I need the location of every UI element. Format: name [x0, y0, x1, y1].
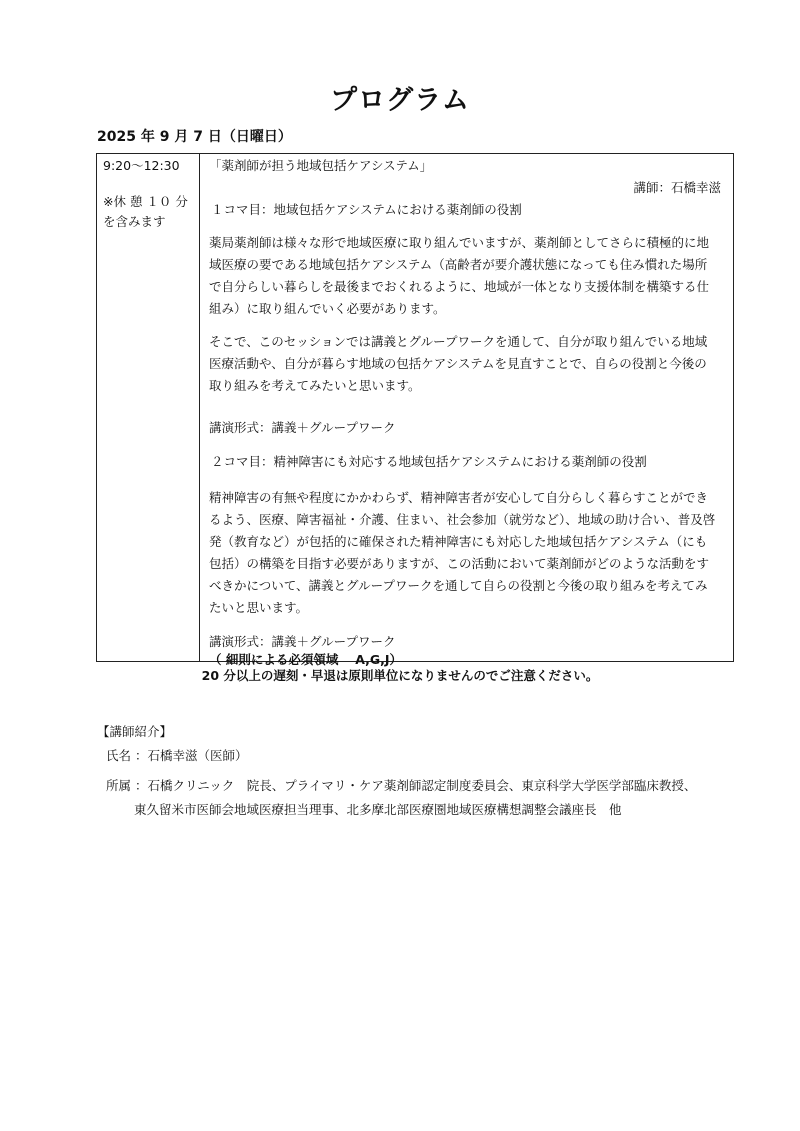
paragraph-line: 発（教育など）が包括的に確保された精神障害にも対応した地域包括ケアシステム（にも	[209, 534, 708, 549]
lecturer-name-line: 氏名 ：石橋幸滋（医師）	[106, 748, 248, 763]
paragraph-line: 組み）に取り組んでいく必要があります。	[209, 301, 446, 316]
lecturer-affiliation-line-cont: 東久留米市医師会地域医療担当理事、北多摩北部医療圏地域医療構想調整会議座長 他	[134, 802, 622, 817]
program-table	[96, 153, 734, 667]
paragraph-line: るよう、医療、障害福祉・介護、住まい、社会参加（就労など）、地域の助け合い、普及啓	[209, 512, 716, 527]
lecturer-intro-heading: 【講師紹介】	[97, 724, 173, 739]
part2-paragraph	[209, 487, 725, 619]
content-column	[200, 154, 733, 667]
part2-heading: ２コマ目：精神障害にも対応する地域包括ケアシステムにおける薬剤師の役割	[211, 454, 647, 469]
lecturer-affiliation-line: 所属 ：石橋クリニック 院長、プライマリ・ケア薬剤師認定制度委員会、東京科学大学医学部臨床教授、	[106, 778, 697, 793]
part1-heading: １コマ目：地域包括ケアシステムにおける薬剤師の役割	[211, 202, 522, 217]
time-column	[97, 154, 200, 661]
program-date: 2025 年 9 月 7 日（日曜日）	[97, 129, 292, 145]
course-title: 「薬剤師が担う地域包括ケアシステム」	[209, 158, 433, 173]
paragraph-line: 取り組みを考えてみたいと思います。	[209, 378, 421, 393]
lecturer-name: 講師：石橋幸滋	[633, 180, 721, 195]
part1-paragraph1	[209, 232, 725, 320]
paragraph-line: 域医療の要である地域包括ケアシステム（高齢者が要介護状態になっても住み慣れた場所	[209, 257, 708, 272]
part1-format: 講演形式：講義＋グループワーク	[209, 420, 396, 435]
break-note: ※休 憩 １０ 分 を含みます	[103, 194, 188, 229]
paragraph-line: べきかについて、講義とグループワークを通して自らの役割と今後の取り組みを考えてみ	[209, 578, 708, 593]
paragraph-line: 医療活動や、自分が暮らす地域の包括ケアシステムを見直すことで、自らの役割と今後の	[209, 356, 707, 371]
part1-paragraph2	[209, 331, 725, 397]
paragraph-line: で自分らしい暮らしを最後までおくれるように、地域が一体となり支援体制を構築する仕	[209, 279, 710, 294]
paragraph-line: たいと思います。	[209, 600, 309, 615]
required-area: （ 細則による必須領域 A,G,J）	[209, 652, 403, 667]
page-title: プログラム	[330, 85, 470, 116]
attendance-notice: 20 分以上の遅刻・早退は原則単位になりませんのでご注意ください。	[201, 668, 599, 683]
session-time: 9:20～12:30	[103, 158, 180, 173]
paragraph-line: そこで、このセッションでは講義とグループワークを通して、自分が取り組んでいる地域	[209, 334, 708, 349]
paragraph-line: 包括）の構築を目指す必要がありますが、この活動において薬剤師がどのような活動をす	[209, 556, 710, 571]
paragraph-line: 精神障害の有無や程度にかかわらず、精神障害者が安心して自分らしく暮らすことができ	[209, 490, 709, 505]
paragraph-line: 薬局薬剤師は様々な形で地域医療に取り組んでいますが、薬剤師としてさらに積極的に地	[209, 235, 710, 250]
part2-format: 講演形式：講義＋グループワーク	[209, 634, 396, 649]
